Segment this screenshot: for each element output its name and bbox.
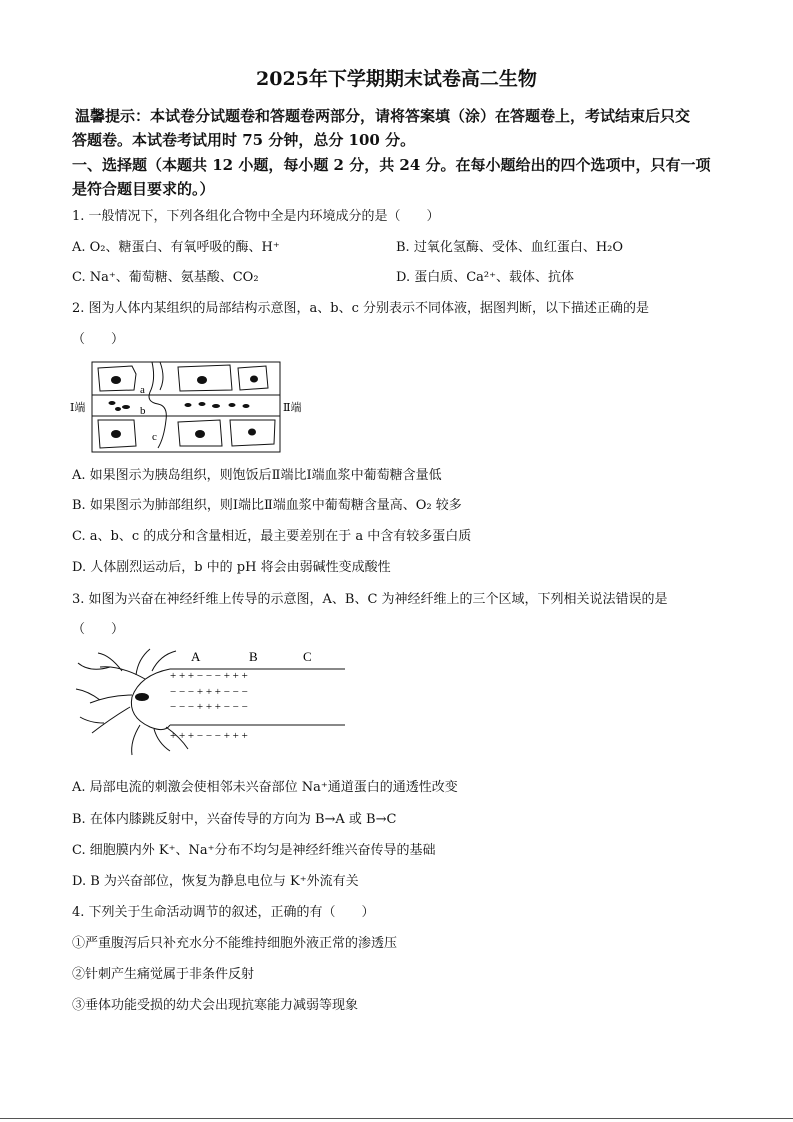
q2-option-a: A. 如果图示为胰岛组织，则饱饭后Ⅱ端比Ⅰ端血浆中葡萄糖含量低 — [72, 468, 442, 483]
q4-statement-2: ②针刺产生痛觉属于非条件反射 — [72, 967, 255, 982]
q4-stem: 4. 下列关于生命活动调节的叙述，正确的有（ ） — [72, 905, 375, 920]
region-label-b: B — [249, 649, 258, 664]
q3-paren: （ ） — [72, 622, 125, 637]
charge-row-outside-top: + + + − − − + + + — [170, 670, 248, 682]
region-label-a: A — [191, 649, 201, 664]
charge-row-inside-bottom: − − − + + + − − − — [170, 701, 248, 713]
q4-statement-1: ①严重腹泻后只补充水分不能维持细胞外液正常的渗透压 — [72, 936, 398, 951]
page-bottom-divider — [0, 1118, 793, 1119]
tissue-diagram — [70, 360, 310, 455]
charge-row-outside-bottom: + + + − − − + + + — [170, 730, 248, 742]
q3-option-c: C. 细胞膜内外 K⁺、Na⁺分布不均匀是神经纤维兴奋传导的基础 — [72, 843, 436, 858]
exam-title: 2025年下学期期末试卷高二生物 — [256, 68, 537, 90]
notice-line-2: 答题卷。本试卷考试用时 75 分钟，总分 100 分。 — [72, 131, 416, 149]
q3-option-a: A. 局部电流的刺激会使相邻未兴奋部位 Na⁺通道蛋白的通透性改变 — [72, 780, 458, 795]
q1-option-c: C. Na⁺、葡萄糖、氨基酸、CO₂ — [72, 270, 259, 285]
charge-row-inside-top: − − − + + + − − − — [170, 686, 248, 698]
q1-option-d: D. 蛋白质、Ca²⁺、载体、抗体 — [396, 270, 574, 285]
q2-stem: 2. 图为人体内某组织的局部结构示意图，a、b、c 分别表示不同体液，据图判断，以下描述正确的是 — [72, 301, 650, 316]
neuron-nucleus — [135, 693, 149, 701]
diagram-label-b: b — [140, 405, 146, 417]
q3-option-d: D. B 为兴奋部位，恢复为静息电位与 K⁺外流有关 — [72, 874, 359, 889]
diagram-right-end-label: Ⅱ端 — [283, 402, 302, 414]
q3-option-b: B. 在体内膝跳反射中，兴奋传导的方向为 B→A 或 B→C — [72, 812, 397, 827]
q2-option-b: B. 如果图示为肺部组织，则Ⅰ端比Ⅱ端血浆中葡萄糖含量高、O₂ 较多 — [72, 498, 462, 513]
tissue-frame — [92, 362, 280, 452]
q2-option-d: D. 人体剧烈运动后，b 中的 pH 将会由弱碱性变成酸性 — [72, 560, 391, 575]
q1-stem: 1. 一般情况下，下列各组化合物中全是内环境成分的是（ ） — [72, 209, 440, 224]
q2-option-c: C. a、b、c 的成分和含量相近，最主要差别在于 a 中含有较多蛋白质 — [72, 529, 472, 544]
q1-option-b: B. 过氧化氢酶、受体、血红蛋白、H₂O — [396, 240, 624, 255]
q4-statement-3: ③垂体功能受损的幼犬会出现抗寒能力减弱等现象 — [72, 998, 359, 1013]
notice-line-1: 温馨提示：本试卷分试题卷和答题卷两部分，请将答案填（涂）在答题卷上，考试结束后只交 — [75, 107, 691, 125]
q1-option-a: A. O₂、糖蛋白、有氧呼吸的酶、H⁺ — [72, 240, 280, 255]
section-heading-line-2: 是符合题目要求的。） — [72, 180, 215, 198]
section-heading-line-1: 一、选择题（本题共 12 小题，每小题 2 分，共 24 分。在每小题给出的四个选项中，只有一项 — [72, 156, 711, 174]
q3-stem: 3. 如图为兴奋在神经纤维上传导的示意图，A、B、C 为神经纤维上的三个区域，下列相关说法错误的是 — [72, 592, 668, 607]
q2-paren: （ ） — [72, 332, 125, 347]
diagram-label-a: a — [140, 384, 145, 396]
diagram-left-end-label: Ⅰ端 — [70, 402, 86, 414]
region-label-c: C — [303, 649, 312, 664]
neuron-diagram — [70, 645, 350, 760]
diagram-label-c: c — [152, 431, 157, 443]
